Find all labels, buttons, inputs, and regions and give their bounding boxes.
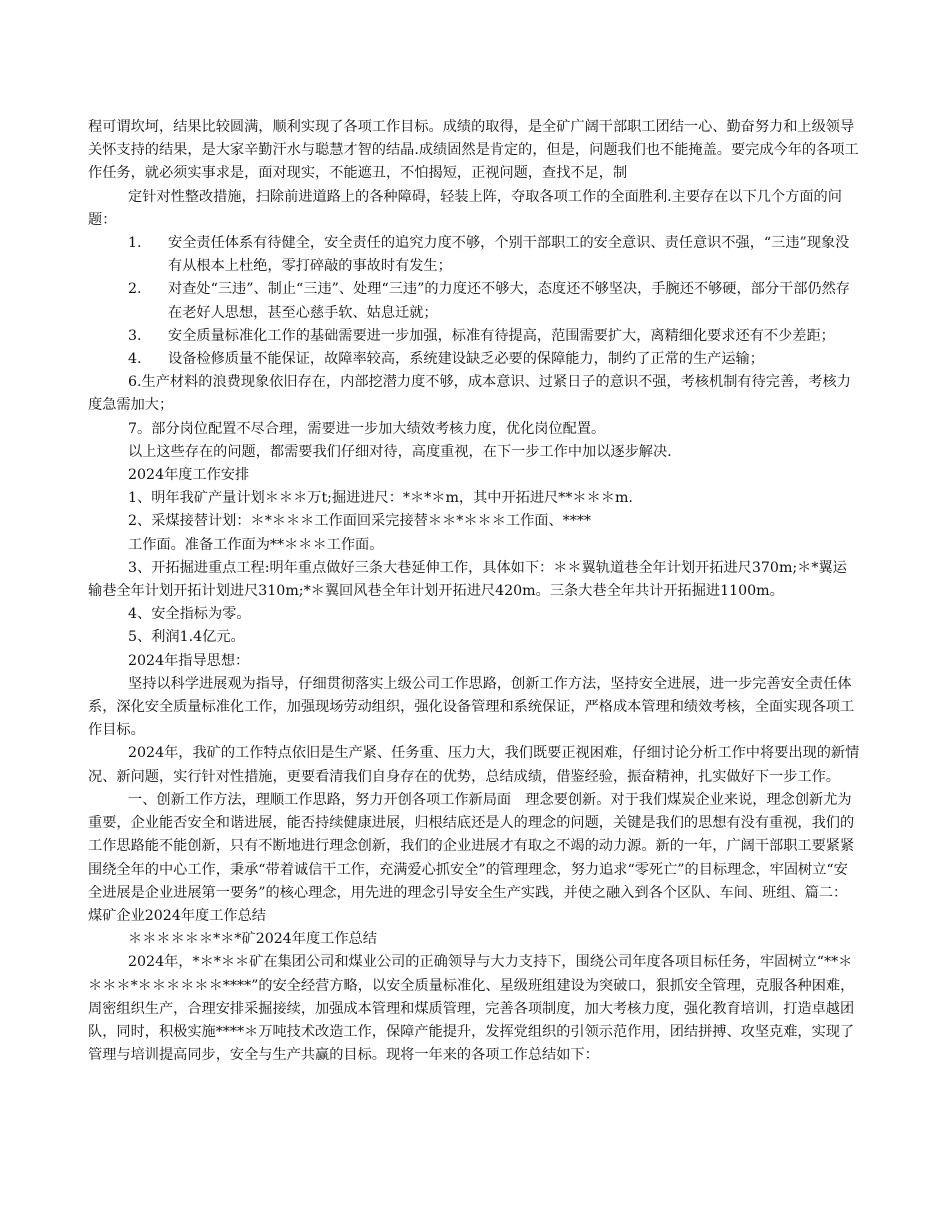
paragraph: 程可谓坎坷，结果比较圆满，顺利实现了各项工作目标。成绩的取得，是全矿广阔干部职工团结一心、勤奋努力和上级领导关怀支持的结果，是大家辛勤汗水与聪慧才智的结晶.成绩固然是肯定的，但是，问题我们也不能掩盖。要完成今年的各项工作任务，就必须实事求是，面对现实，不能遮丑，不怕揭短，正视问题，查找不足，制 — [88, 119, 859, 182]
paragraph: 以上这些存在的问题，都需要我们仔细对待，高度重视，在下一步工作中加以逐步解决. — [128, 443, 672, 460]
list-item — [88, 278, 860, 324]
paragraph: 坚持以科学进展观为指导，仔细贯彻落实上级公司工作思路，创新工作方法，坚持安全进展，进一步完善安全责任体系，深化安全质量标准化工作，加强现场劳动组织，强化设备管理和系统保证，严格成本管理和绩效考核，全面实现各项工作目标。 — [88, 675, 855, 739]
list-number: 4. — [128, 351, 142, 368]
paragraph: 2、采煤接替计划：＊*＊＊＊工作面回采完接替＊＊*＊＊＊工作面、**** — [128, 513, 592, 530]
list-item — [88, 232, 860, 278]
paragraph: 7。部分岗位配置不尽合理，需要进一步加大绩效考核力度，优化岗位配置。 — [128, 420, 606, 437]
list-text: 安全责任体系有待健全，安全责任的追究力度不够，个别干部职工的安全意识、责任意识不强，“三违”现象没有从根本上杜绝，零打碎敲的事故时有发生； — [168, 235, 850, 275]
paragraph: 2024年，*＊*＊＊矿在集团公司和煤业公司的正确领导与大力支持下，围绕公司年度各项目标任务，牢固树立“**＊＊＊＊*＊＊＊＊＊＊****”的安全经营方略，以安全质量标准化、星级班组建设为突破口，狠抓安全管理，克服各种困难，周密组织生产，合理安排采掘接续，加强成本管理和煤质管理，完善各项制度，加大考核力度，强化教育培训，打造卓越团队，同时，积极实施****＊万吨技术改造工作，保障产能提升，发挥党组织的引领示范作用，团结拼搏、攻坚克难，实现了管理与培训提高同步，安全与生产共赢的目标。现将一年来的各项工作总结如下： — [88, 954, 855, 1064]
section-heading: 2024年指导思想： — [128, 652, 250, 669]
section-heading: 2024年度工作安排 — [128, 467, 250, 484]
list-item — [88, 325, 860, 348]
list-number: 2. — [128, 281, 142, 298]
list-number: 1. — [128, 235, 142, 252]
paragraph: 3、开拓掘进重点工程:明年重点做好三条大巷延伸工作，具体如下：＊＊翼轨道巷全年计划开拓进尺370m;＊*翼运输巷全年计划开拓计划进尺310m;*＊翼回风巷全年计划开拓进尺420m。三条大巷全年共计开拓掘进1100m。 — [88, 559, 847, 600]
list-item — [88, 348, 860, 371]
paragraph: 6.生产材料的浪费现象依旧存在，内部挖潜力度不够，成本意识、过紧日子的意识不强，考核机制有待完善，考核力度急需加大； — [88, 374, 851, 414]
section-heading: ＊＊＊＊＊＊*＊*矿2024年度工作总结 — [128, 931, 377, 948]
list-text: 对查处“三违”、制止“三违”、处理“三违”的力度还不够大，态度还不够坚决，手腕还不够硬，部分干部仍然存在老好人思想，甚至心慈手软、姑息迁就； — [168, 281, 850, 321]
paragraph: 1、明年我矿产量计划＊＊＊万t;掘进进尺：*＊*＊m，其中开拓进尺**＊＊＊m. — [128, 490, 633, 507]
paragraph: 4、安全指标为零。 — [128, 606, 251, 623]
list-text: 安全质量标准化工作的基础需要进一步加强，标准有待提高，范围需要扩大，离精细化要求还有不少差距； — [168, 327, 835, 344]
paragraph: 一、创新工作方法，理顺工作思路，努力开创各项工作新局面 理念要创新。对于我们煤炭企业来说，理念创新尤为重要，企业能否安全和谐进展，能否持续健康进展，归根结底还是人的理念的问题，关键是我们的思想有没有重视，我们的工作思路能不能创新，只有不断地进行理念创新，我们的企业进展才有取之不竭的动力源。新的一年，广阔干部职工要紧紧围绕全年的中心工作，秉承“带着诚信干工作，充满爱心抓安全”的管理理念，努力追求“零死亡”的目标理念，牢固树立“安全进展是企业进展第一要务”的核心理念，用先进的理念引导安全生产实践，并使之融入到各个区队、车间、班组、篇二：煤矿企业2024年度工作总结 — [88, 791, 855, 924]
list-text: 设备检修质量不能保证，故障率较高，系统建设缺乏必要的保障能力，制约了正常的生产运输； — [168, 351, 764, 368]
document-body — [88, 116, 860, 1067]
paragraph: 工作面。准备工作面为**＊＊＊工作面。 — [128, 536, 384, 553]
paragraph: 定针对性整改措施，扫除前进道路上的各种障碍，轻装上阵，夺取各项工作的全面胜利.主要存在以下几个方面的问题： — [88, 188, 842, 228]
list-number: 3. — [128, 327, 142, 344]
paragraph: 5、利润1.4亿元。 — [128, 629, 245, 646]
paragraph: 2024年，我矿的工作特点依旧是生产紧、任务重、压力大，我们既要正视困难，仔细讨论分析工作中将要出现的新情况、新问题，实行针对性措施，更要看清我们自身存在的优势，总结成绩，借鉴经验，振奋精神，扎实做好下一步工作。 — [88, 745, 860, 785]
